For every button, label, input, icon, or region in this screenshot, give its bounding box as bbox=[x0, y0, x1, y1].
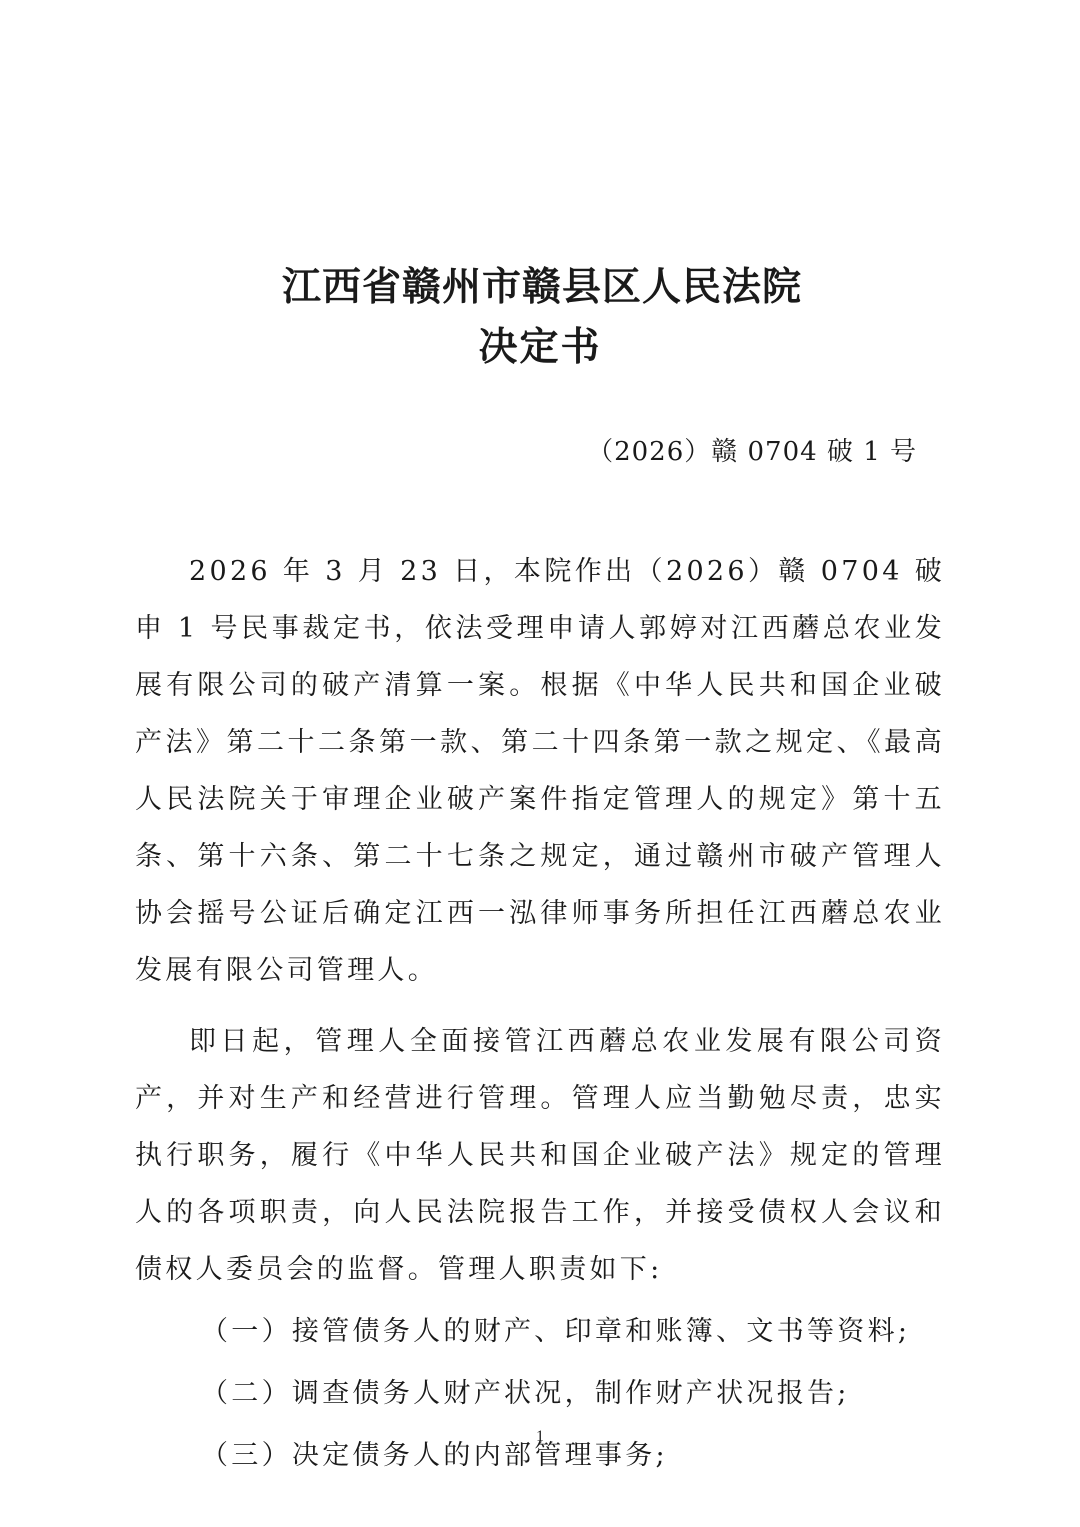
duty-item-2: （二）调查债务人财产状况，制作财产状况报告; bbox=[201, 1378, 850, 1409]
paragraph-acceptance: 2026 年 3 月 23 日，本院作出（2026）赣 0704 破申 1 号民事裁定书，依法受理申请人郭婷对江西蘑总农业发展有限公司的破产清算一案。根据《中华人民共和国企业破产法》第二十二条第一款、第二十四条第一款之规定、《最高人民法院关于审理企业破产案件指定管理人的规定》第十五条、第十六条、第二十七条之规定，通过赣州市破产管理人协会摇号公证后确定江西一泓律师事务所担任江西蘑总农业发展有限公司管理人。 bbox=[135, 556, 945, 986]
document-body bbox=[135, 543, 945, 1484]
document-type-title: 决定书 bbox=[478, 325, 602, 370]
court-name: 江西省赣州市赣县区人民法院 bbox=[281, 265, 802, 310]
duty-item-3: （三）决定债务人的内部管理事务; bbox=[201, 1440, 668, 1471]
paragraph-duties-intro: 即日起，管理人全面接管江西蘑总农业发展有限公司资产，并对生产和经营进行管理。管理人应当勤勉尽责，忠实执行职务，履行《中华人民共和国企业破产法》规定的管理人的各项职责，向人民法院报告工作，并接受债权人会议和债权人委员会的监督。管理人职责如下: bbox=[135, 1026, 945, 1285]
title-block bbox=[0, 262, 1080, 374]
duty-item-1: （一）接管债务人的财产、印章和账簿、文书等资料; bbox=[201, 1316, 911, 1347]
page-number: 1 bbox=[536, 1428, 544, 1445]
case-number: （2026）赣 0704 破 1 号 bbox=[587, 437, 917, 467]
